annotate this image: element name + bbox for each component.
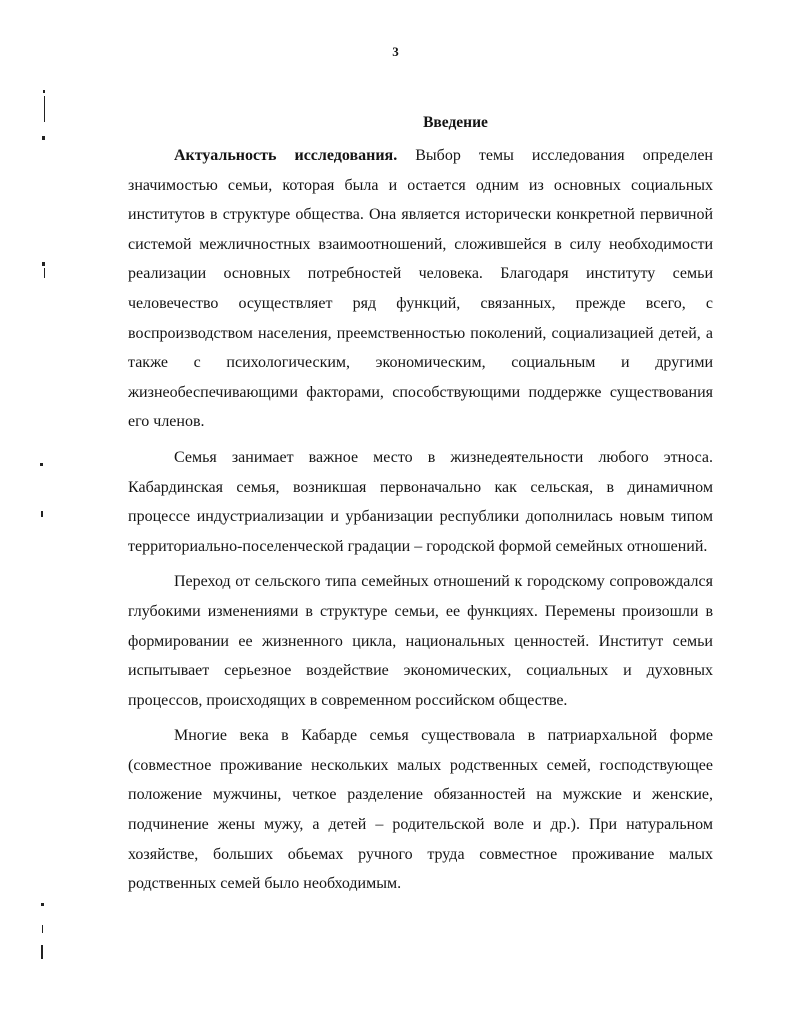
document-body <box>128 110 713 899</box>
scan-artifact <box>44 268 45 278</box>
scan-artifact <box>42 136 45 140</box>
paragraph-transition: Переход от сельского типа семейных отношений к городскому сопровождался глубокими изменениями в структуре семьи, ее функциях. Перемены произошли в формировании ее жизненного цикла, национальных ценностей. Институт семьи испытывает серьезное воздействие экономических, социальных и духовных процессов, происходящих в современном российском обществе. <box>128 573 713 709</box>
relevance-lead: Актуальность исследования. <box>174 147 398 164</box>
paragraph-patriarchal: Многие века в Кабарде семья существовала в патриархальной форме (совместное проживание нескольких малых родственных семей, господствующее положение мужчины, четкое разделение обязанностей на мужские и женские, подчинение жены мужу, а детей – родительской воле и др.). При натуральном хозяйстве, больших обьемах ручного труда совместное проживание малых родственных семей было необходимым. <box>128 727 713 893</box>
paragraph-ethnos: Семья занимает важное место в жизнедеятельности любого этноса. Кабардинская семья, возникшая первоначально как сельская, в динамичном процессе индустриализации и урбанизации республики дополнилась новым типом территориально-поселенческой градации – городской формой семейных отношений. <box>128 448 713 555</box>
page-number: 3 <box>392 44 399 59</box>
paragraph-text: Выбор темы исследования определен значимостью семьи, которая была и остается одним из основных социальных институтов в структуре общества. Она является исторически конкретной первичной системой межличностных взаимоотношений, сложившейся в силу необходимости реализации основных потребностей человека. Благодаря институту семьи человечество осуществляет ряд функций, связанных, прежде всего, с воспроизводством населения, преемственностью поколений, социализацией детей, а также с психологическим, экономическим, социальным и другими жизнеобеспечивающими факторами, способствующими поддержке существования его членов. <box>128 147 713 431</box>
paragraph-relevance <box>128 141 713 437</box>
section-heading: Введение <box>423 114 488 131</box>
scan-artifact <box>41 945 43 959</box>
scan-artifact <box>41 903 44 906</box>
scan-artifact <box>44 96 45 122</box>
scan-artifact <box>41 511 43 517</box>
scan-artifact <box>42 262 45 266</box>
scan-artifact <box>42 925 43 933</box>
scan-artifact <box>40 463 43 466</box>
scan-artifact <box>43 90 45 93</box>
